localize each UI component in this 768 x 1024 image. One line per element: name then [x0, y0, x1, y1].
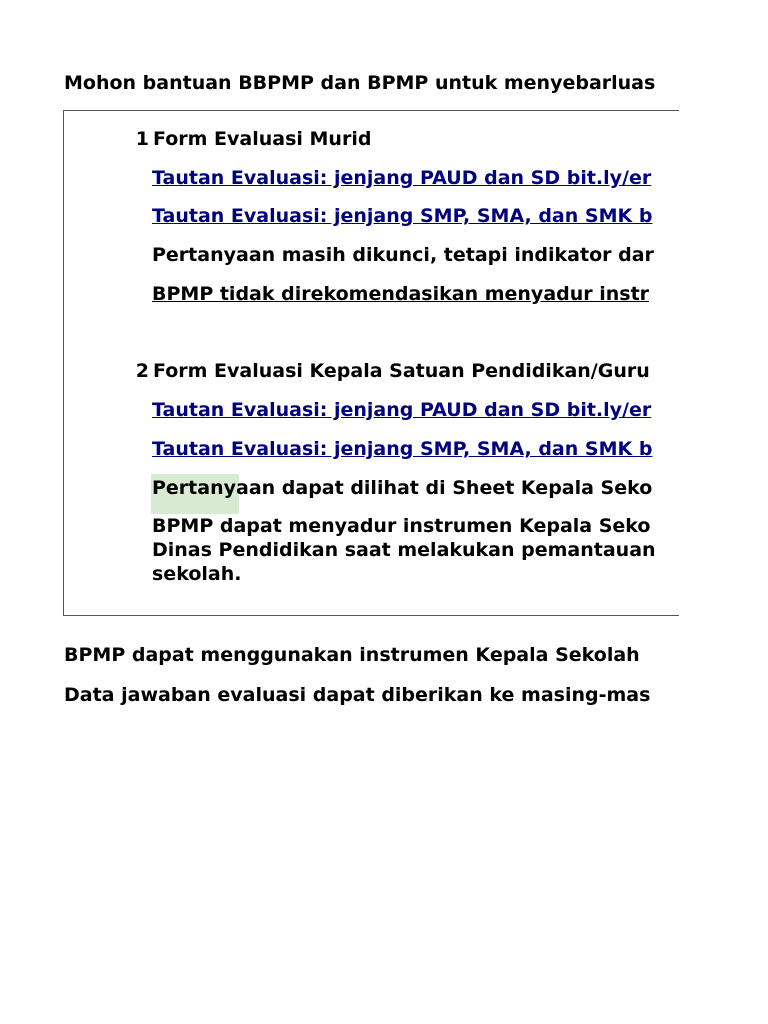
section-2-number: 2: [135, 360, 149, 382]
section-2-paragraph-line-2: Dinas Pendidikan saat melakukan pemantauan: [152, 539, 656, 561]
section-1-link-smp-sma-smk[interactable]: Tautan Evaluasi: jenjang SMP, SMA, dan SMK b: [152, 205, 653, 227]
section-2-paragraph-line-3: sekolah.: [152, 563, 242, 585]
section-2-paragraph: [152, 514, 656, 586]
section-2-link-smp-sma-smk[interactable]: Tautan Evaluasi: jenjang SMP, SMA, dan SMK b: [152, 438, 653, 460]
section-2-link-paud-sd[interactable]: Tautan Evaluasi: jenjang PAUD dan SD bit.ly/er: [152, 399, 652, 421]
section-1-note: Pertanyaan masih dikunci, tetapi indikator dar: [152, 244, 654, 266]
section-1-link-paud-sd[interactable]: Tautan Evaluasi: jenjang PAUD dan SD bit.ly/er: [152, 167, 652, 189]
intro-text: Mohon bantuan BBPMP dan BPMP untuk menyebarluas: [64, 72, 656, 94]
section-1-number: 1: [135, 128, 149, 150]
footer-line-1: BPMP dapat menggunakan instrumen Kepala Sekolah: [64, 644, 640, 666]
section-1-title: Form Evaluasi Murid: [153, 128, 372, 150]
section-2-paragraph-line-1: BPMP dapat menyadur instrumen Kepala Seko: [152, 515, 651, 537]
section-2-note: Pertanyaan dapat dilihat di Sheet Kepala Seko: [152, 477, 653, 499]
section-1-recommendation: BPMP tidak direkomendasikan menyadur instr: [152, 283, 650, 305]
section-2-title: Form Evaluasi Kepala Satuan Pendidikan/Guru: [153, 360, 650, 382]
footer-line-2: Data jawaban evaluasi dapat diberikan ke masing-mas: [64, 684, 651, 706]
